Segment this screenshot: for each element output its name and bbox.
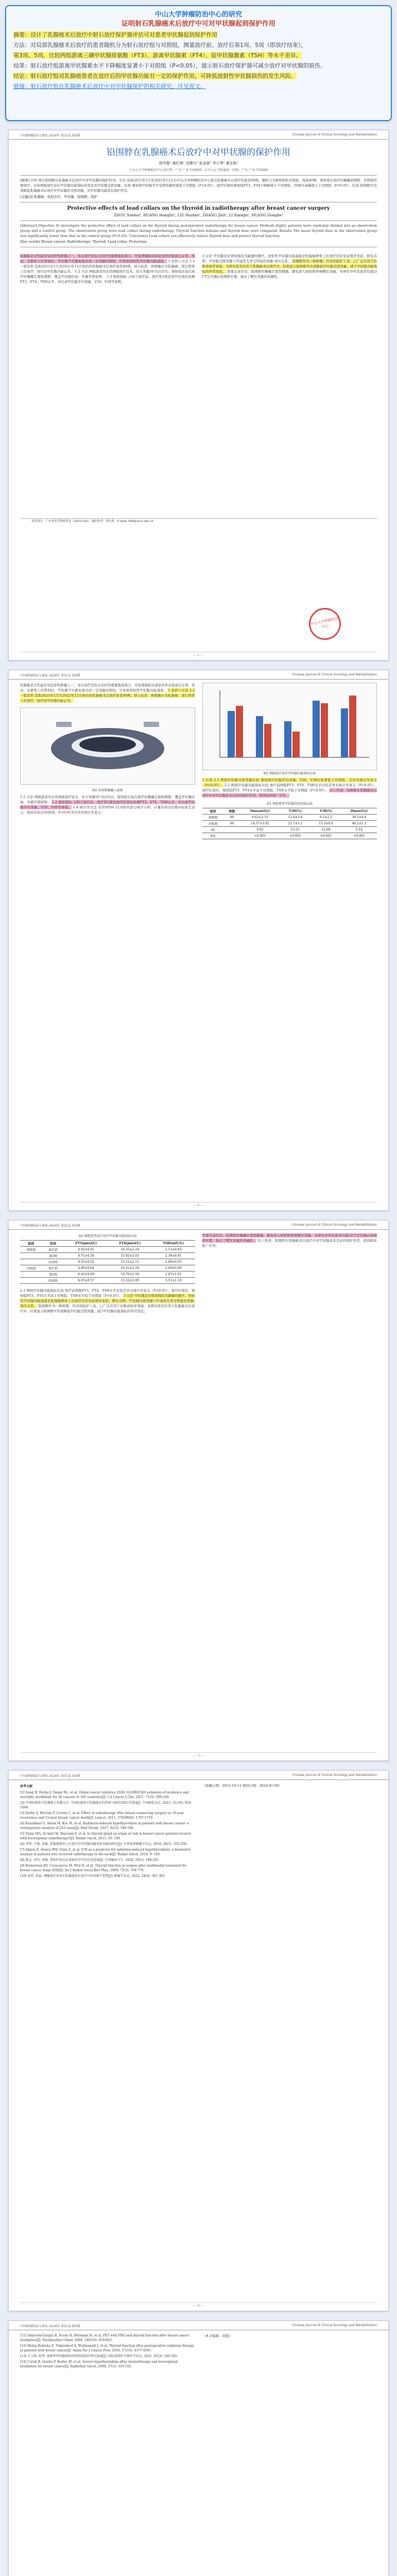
journal-page-1 [8,130,389,660]
card-paragraph: 结论：射石放疗组对乳腺癌患者在放疗后的甲状腺功能有一定的保护作用，可降低放射性甲状腺损伤的发生风险。 [13,73,297,79]
card-paragraph: 方法：对局部乳腺癌术后放疗的患者随机分为射石放疗组与对照组，测量放疗前、放疗后第1周、5周（即放疗结束）， [13,42,307,48]
table-2-cell: 2.09±0.80 [152,1265,195,1272]
table-2-cell: 第3周 [42,1272,64,1278]
table-2-cell: 放疗前 [42,1265,64,1272]
table-2-cell: 4.71±0.58 [64,1253,108,1259]
table-2-row [20,1253,195,1259]
page-number: — 4 — [20,2302,377,2308]
references-list [20,1783,195,1879]
footnote: 基金项目：广东省医学科研基金（A2021xxx） 通信作者：黄东和，E-mail: hdh@sysu.edu.cn [20,518,377,524]
table-2-row [20,1265,195,1272]
figure-1 [20,707,195,785]
table-1 [202,808,377,839]
reference-item: [5] Tunio MA, Al Asiri M, Bayoumi Y, et al. Is thyroid gland an organ at risk in breast cancer patients treated with locoregional radiotherapy?[J]. Radiat Oncol, 2015, 10: 100. [20,1832,191,1840]
body-columns [9,250,388,518]
editor-note: （本文编辑：刘艳） [202,2334,232,2338]
table-2-cell: 4.89±0.64 [64,1265,108,1272]
table-2-cell: 结束时 [42,1278,64,1284]
journal-page-2 [8,670,389,1211]
reference-item: [10] 黄伟, 孙磊. 调强放疗技术在乳腺癌术后放疗中的剂量学优势[J]. 肿瘤学杂志, 2022, 28(4): 301-305. [20,1874,166,1878]
card-paragraph: 第3周、5周、比较两组游离三碘甲状腺原氨酸（FT3）、游离甲状腺素（FT4）、促甲状腺激素（TSH）等水平差异。 [13,52,302,59]
keywords-en: [Key words] Breast cancer; Radiotherapy; Thyroid; Lead collar; Protection [20,240,147,244]
table-1-cell: 40 [224,815,240,821]
table-1-cell: P值 [202,833,224,839]
table-2-title: 表2 两组患者放疗前后甲状腺功能指标比较 [78,1234,137,1238]
table-1-cell: 40 [224,821,240,827]
table-2-row [20,1259,195,1265]
abstract-cn: [摘要] 目的 探讨铅围脖在乳腺癌术后放疗中对甲状腺的保护作用。方法 选取2021年1月至2022年12月在中山大学肿瘤防治中心接受乳腺癌术后放疗的患者80例，随机分为观察组和对照组，每组40例。观察组在放疗时佩戴铅围脖，对照组常规放疗。比较两组放疗前后甲状腺功能指标的变化及甲状腺受照剂量。结果 观察组甲状腺平均受照剂量明显低于对照组（P<0.05）；放疗结束时观察组FT3、FT4下降幅度小于对照组，TSH升高幅度小于对照组（P<0.05）。结论 铅围脖可有效降低乳腺癌术后放疗中甲状腺的受照剂量，对甲状腺功能具有保护作用。 [20,178,377,193]
reference-item: [13] 王小燕, 赵明. 放射性甲状腺损伤的机制及防护研究进展[J]. 国际放射医学核医学杂志, 2021, 45(3): 180-185. [20,2354,178,2358]
table-1-cell: <0.001 [280,833,311,839]
table-1-cell: 6.1±2.2 [310,815,341,821]
column-right: 3 讨论 甲状腺是对放射线较为敏感的器官，放射性甲状腺功能减退是乳腺癌锁骨上区放疗的常见远期并发症。研究表明，甲状腺受照剂量与甲减发生率呈明显的剂量-效应关系。 铅围脖作为一种简便、经济的防护工具，已广泛应用于诊断放射学领域。本研究将其应用于乳腺癌术后放疗中，结果显示铅围脖可有效降低甲状腺受照剂量，减少甲状腺功能指标的异常变化。 需要注意的是，铅围脖的佩戴位置需精确，避免进入照射野影响靶区剂量。本研究中所有患者均通过CT定位确认铅围脖位置，保证了靶区剂量的准确性。 [202,254,377,279]
table-2 [20,1240,195,1284]
table-2-header-cell: TSH(mIU/L) [152,1241,195,1247]
page-number: — 1 — [20,652,377,657]
table-2-cell: 4.92±0.61 [64,1247,108,1253]
seal-stamp-1: 中山大学肿瘤防治中心 [306,605,344,643]
figure-1-caption: 图1 铅围脖佩戴示意图 [92,789,123,792]
running-header: 中国肿瘤临床与康复 2024年 第31卷 第4期 Chinese Journal of Clinical Oncology and Rehabilitation [9,1221,388,1230]
column-right: 需要注意的是，铅围脖的佩戴位置需精确，避免进入照射野影响靶区剂量。本研究中所有患者均通过CT定位确认铅围脖位置，保证了靶区剂量的准确性。 综上所述，铅围脖在乳腺癌术后放疗中对甲状腺具有良好的保护作用，值得临床推广应用。 [202,1233,377,1248]
table-2-cell [20,1278,42,1284]
abstract-en-box [20,221,377,247]
table-1-row [202,821,377,827]
running-header: 中国肿瘤临床与康复 2024年 第31卷 第4期 Chinese Journal of Clinical Oncology and Rehabilitation [9,130,388,140]
running-header: 中国肿瘤临床与康复 2024年 第31卷 第4期 Chinese Journal of Clinical Oncology and Rehabilitation [9,2321,388,2330]
table-1-cell: 12.4±3.8 [280,815,311,821]
table-2-cell [20,1259,42,1265]
table-2-cell: 2.68±0.95 [152,1259,195,1265]
table-2-cell [20,1272,42,1278]
card-link[interactable]: 链接：射石放疗组在乳腺癌术后放疗中对甲状腺保护的相关研究，详见原文。 [13,83,206,90]
table-2-cell: 2.11±0.83 [152,1247,195,1253]
reference-item: [14] Cutuli B, Quetin P, Rodier JF, et al. Severe hypothyroidism after chemotherapy and locoregional irradiation for breast cancer[J]. Radiother Oncol, 2000, 57(1): 103-105. [20,2360,178,2368]
table-2-cell: 第3周 [42,1253,64,1259]
table-2-cell: 3.51±1.14 [152,1278,195,1284]
table-1-cell: 9.82 [240,827,280,833]
table-2-cell: 14.76±2.18 [108,1272,152,1278]
table-2-row [20,1247,195,1253]
table-2-cell: 对照组 [20,1265,42,1272]
journal-page-4 [8,1770,389,2311]
table-1-cell: 观察组 [202,815,224,821]
table-2-cell [20,1253,42,1259]
keywords-cn: [关键词] 乳腺癌；放射治疗；甲状腺；铅围脖；保护 [20,195,98,199]
reference-item: [3] Darby S, McGale P, Correa C, et al. Effect of radiotherapy after breast-conserving surgery on 10-year recurrence and 15-year breast cancer death[J]. Lancet, 2011, 378(9804): 1707-1716. [20,1811,184,1820]
table-1-cell [224,833,240,839]
table-2-cell: 4.03±0.57 [64,1278,108,1284]
table-1-header-cell: 例数 [224,808,240,815]
reference-item: [12] Wolny-Rokicka E, Tukiendorf A, Wydmanski J, et al. Thyroid function after postoperative radiation therapy in patients with breast cancer[J]. Asian Pac J Cancer Prev, 2016, 17(10): 4577-4581. [20,2344,195,2352]
column-right: 图2 两组放疗前后甲状腺功能指标比较 2 结果 2.1 两组甲状腺受照剂量比较 观察组甲状腺平均剂量、V20、V30均显著低于对照组，差异有统计学意义（P<0.05）。 2.2 两组甲状腺功能指标比较 放疗前两组FT3、FT4、TSH水平比较差异无统计学意义（P>0.05）；放疗结束时，观察组FT3、FT4水平高于对照组，TSH水平低于对照组（P<0.05）。 综上所述，铅围脖在乳腺癌术后放疗中对甲状腺具有良好的保护作用，值得临床推广应用。 表1 两组患者甲状腺受照剂量比较 组别 例数 Dmean(Gy) V20(%) V30(%) Dmax(Gy) 观察组 40 8.62±2.15 12.4±3.8 6.1±2.2 38.5±4.6 对照组 40 14.37±3.02 25.7±5.1 15.3±4.0 44.2±5.3 t值 9.82 13.21 12.68 5.14 P值 <0.001 <0.001 <0.001 <0.001 [202,683,377,839]
table-2-cell: 4.55±0.62 [64,1259,108,1265]
card-title: 中山大学肿瘤防治中心的研究 [154,11,242,19]
reference-item: [1] Sung H, Ferlay J, Siegel RL, et al. Global cancer statistics 2020: GLOBOCAN estimates of incidence and mortality worldwide for 36 cancers in 185 countries[J]. CA Cancer J Clin, 2021, 71(3): 209-249. [20,1791,189,1799]
table-1-cell: 13.21 [280,827,311,833]
table-1-row [202,833,377,839]
table-1-row [202,827,377,833]
article-title-en: Protective effects of lead collars on the thyroid in radiotherapy after breast cancer surgery [67,206,330,211]
table-1-cell: <0.001 [240,833,280,839]
references-list [20,2333,195,2370]
table-1-cell: 15.3±4.0 [310,821,341,827]
table-1-cell: <0.001 [341,833,377,839]
table-2-row [20,1272,195,1278]
abstract-en: [Abstract] Objective To investigate the protective effect of lead collars on the thyroid during postoperative radiotherapy for breast cancer. Methods Eighty patients were randomly divided into an observation group and a control group. The observation group wore lead collars during radiotherapy. Thyroid function indexes and thyroid dose were compared. Results The mean thyroid dose in the observation group was significantly lower than that in the control group (P<0.05). Conclusion Lead collars can effectively reduce thyroid dose and protect thyroid function. [20,224,377,238]
table-1-cell: 44.2±5.3 [341,821,377,827]
reference-item: [4] Kanyilmaz G, Aktan M, Koc M, et al. Radiation-induced hypothyroidism in patients with breast cancer: a retrospective analysis of 243 cases[J]. Med Dosim, 2017, 42(3): 190-196. [20,1822,189,1830]
figure-2-caption: 图2 两组放疗前后甲状腺功能指标比较 [263,772,316,775]
table-1-header-cell: Dmean(Gy) [240,808,280,815]
table-1-title: 表1 两组患者甲状腺受照剂量比较 [266,802,313,806]
table-1-header-cell: 组别 [202,808,224,815]
table-2-cell: 16.35±2.14 [108,1247,152,1253]
reference-item: [7] Akgun Z, Atasoy BM, Ozen Z, et al. V30 as a predictor for radiation-induced hypothyroidism: a dosimetric analysis in patients who received radiotherapy to the neck[J]. Radiat Oncol, 2014, 9: 104. [20,1848,192,1856]
table-2-cell: 放疗前 [42,1247,64,1253]
affiliation-cn: 1.中山大学肿瘤防治中心放疗科，广东 广州 510060；2.中山大学附属第一医院，广东 广州 510080 [129,168,268,172]
received-date: （收稿日期：2023-10-12 修回日期：2024-01-08） [202,1784,282,1788]
card-paragraph: 摘要：设计了乳腺癌术后放疗中射石放疗保护器评估可对患者甲状腺起到保护作用 [13,31,217,38]
page-number: — 3 — [20,1752,377,1757]
page-number: — 2 — [20,1202,377,1207]
chart-bars [228,696,356,757]
thyroid-bar-chart [204,685,374,768]
table-1-cell: 25.7±5.1 [280,821,311,827]
table-2-cell: 16.41±2.20 [108,1265,152,1272]
card-subtitle: 证明射石乳腺癌术后放疗中可对甲状腺起到保护作用 [121,20,275,28]
running-header: 中国肿瘤临床与康复 2024年 第31卷 第4期 Chinese Journal of Clinical Oncology and Rehabilitation [9,670,388,680]
reference-item: [11] Smyczek-Gargya B, Fersis N, Dittmann H, et al. PET with FDG and thyroid function after breast cancer irradiation[J]. Strahlenther Onkol, 2004, 180(10): 659-663. [20,2334,189,2342]
figure-2-chart [202,683,377,770]
table-2-cell: 2.36±0.91 [152,1253,195,1259]
table-2-header-cell: FT3(pmol/L) [64,1241,108,1247]
table-2-cell: 结束时 [42,1259,64,1265]
table-1-cell: 对照组 [202,821,224,827]
card-paragraph: 结果：射石放疗组游离甲状腺素水平下降幅度显著小于对照组（P<0.05），提示射石放疗保护器可减少放疗对甲状腺的损伤。 [13,62,326,69]
running-header: 中国肿瘤临床与康复 2024年 第31卷 第4期 Chinese Journal of Clinical Oncology and Rehabilitation [9,1771,388,1780]
column-left: 乳腺癌是女性最常见的恶性肿瘤之一，术后放疗是综合治疗的重要组成部分，可显著降低局部复发率并提高生存率。然而，在锁骨上区照射时，甲状腺不可避免地受到一定剂量的照射，可导致放射性甲状腺功能减退。 1 资料与方法 1.1 一般资料 选取2021年1月至2022年12月收治的乳腺癌术后放疗患者80例。纳入标准：病理确诊为乳腺癌；需行锁骨上区放疗；放疗前甲状腺功能正常。 图1 铅围脖佩戴示意图 1.2 方法 两组患者均采用调强放疗技术，处方剂量50 Gy/25次。观察组在每次放疗时佩戴定制铅围脖，覆盖甲状腺区域，并避开照射野。 1.3 观察指标 分别于放疗前、放疗第3周及放疗结束时检测FT3、FT4、TSH水平，并记录甲状腺平均剂量、V20、V30等参数。 1.4 统计学方法 采用SPSS 22.0软件进行统计分析，计量资料以均数±标准差表示，组间比较采用t检验，P<0.05为差异有统计学意义。 [20,683,195,815]
table-2-header-cell: 组别 [20,1241,42,1247]
reference-item: [8] 陈志, 刘洋, 周强. 铅防护用品在放射诊疗中的应用进展[J]. 中国辐射卫生, 2020, 29(2): 198-201. [20,1858,160,1862]
reference-item: [9] Reinertsen KV, Cvancarova M, Wist E, et al. Thyroid function in women after multimodal treatment for breast cancer stage II/III[J]. Int J Radiat Oncol Biol Phys, 2009, 75(3): 764-770. [20,1864,187,1872]
table-1-cell: 14.37±3.02 [240,821,280,827]
table-1-header-cell: V20(%) [280,808,311,815]
table-2-cell: 13.52±2.09 [108,1278,152,1284]
table-1-cell: <0.001 [310,833,341,839]
table-1-cell: 38.5±4.6 [341,815,377,821]
table-1-header-cell: V30(%) [310,808,341,815]
table-1-row [202,815,377,821]
table-2-header-cell: FT4(pmol/L) [108,1241,152,1247]
column-left: 乳腺癌是女性最常见的恶性肿瘤之一，术后放疗是综合治疗的重要组成部分，可显著降低局部复发率并提高生存率。然而，在锁骨上区照射时，甲状腺不可避免地受到一定剂量的照射，可导致放射性甲状腺功能减退。 1 资料与方法 1.1 一般资料 选取2021年1月至2022年12月收治的乳腺癌术后放疗患者80例。纳入标准：病理确诊为乳腺癌；需行锁骨上区放疗；放疗前甲状腺功能正常。 1.2 方法 两组患者均采用调强放疗技术，处方剂量50 Gy/25次。观察组在每次放疗时佩戴定制铅围脖，覆盖甲状腺区域，并避开照射野。 1.3 观察指标 分别于放疗前、放疗第3周及放疗结束时检测FT3、FT4、TSH水平，并记录甲状腺平均剂量、V20、V30等参数。 [20,254,195,284]
table-1-cell [224,827,240,833]
references-title: 参考文献 [20,1785,33,1788]
table-1-cell: t值 [202,827,224,833]
authors-en: ZHOU Xuehui¹, HUANG Honglin¹, LIU Huidan¹, ZHANG Jinli¹, LI Xiaoqin¹, HUANG Donghe² [114,213,283,217]
table-2-row [20,1278,195,1284]
table-1-header-cell: Dmax(Gy) [341,808,377,815]
table-1-cell: 12.68 [310,827,341,833]
article-title-cn: 铅围脖在乳腺癌术后放疗中对甲状腺的保护作用 [107,147,290,158]
lead-collar-illustration [41,713,175,779]
table-2-cell: 15.21±2.11 [108,1259,152,1265]
journal-page-3 [8,1220,389,1761]
table-2-header-cell: 时间 [42,1241,64,1247]
table-2-cell: 15.82±2.05 [108,1253,152,1259]
summary-card-top [5,5,392,121]
authors-cn: 周学惠¹ 黄红林¹ 刘慧丹¹ 张金丽¹ 李小琴¹ 黄东和² [159,161,238,165]
table-2-cell: 2.87±1.02 [152,1272,195,1278]
table-1-cell: 8.62±2.15 [240,815,280,821]
column-left: 表2 两组患者放疗前后甲状腺功能指标比较 组别 时间 FT3(pmol/L) FT4(pmol/L) TSH(mIU/L) 观察组 放疗前 4.92±0.61 16.35±2.14 2.11±0.83 第3周 4.71±0.58 15.82±2.05 2.36±0.91 结束时 4.55±0.62 15.21±2.11 2.68±0.95 对照组 放疗前 4.89±0.64 16.41±2.20 2.09±0.80 第3周 4.42±0.60 14.76±2.18 2.87±1.02 结束时 4.03±0.57 13.52±2.09 3.51±1.14 2.2 两组甲状腺功能指标比较 放疗前两组FT3、FT4、TSH水平比较差异无统计学意义（P>0.05）；放疗结束时，观察组FT3、FT4水平高于对照组，TSH水平低于对照组（P<0.05）。 3 讨论 甲状腺是对放射线较为敏感的器官，放射性甲状腺功能减退是乳腺癌锁骨上区放疗的常见远期并发症。研究表明，甲状腺受照剂量与甲减发生率呈明显的剂量-效应关系。 铅围脖作为一种简便、经济的防护工具，已广泛应用于诊断放射学领域。本研究将其应用于乳腺癌术后放疗中，结果显示铅围脖可有效降低甲状腺受照剂量，减少甲状腺功能指标的异常变化。 [20,1234,195,1313]
journal-page-5 [8,2320,389,2576]
reference-item: [2] 中国抗癌协会乳腺癌专业委员会. 中国抗癌协会乳腺癌诊治指南与规范(2021年版)[J]. 中国癌症杂志, 2021, 31(10): 954-1040. [20,1801,192,1809]
reference-item: [6] 李华, 王静, 张敏. 乳腺癌锁骨上区放疗后甲状腺功能变化的临床研究[J]. 中华放射肿瘤学杂志, 2019, 28(5): 355-358. [20,1842,187,1846]
table-2-cell: 观察组 [20,1247,42,1253]
table-1-cell: 5.14 [341,827,377,833]
table-2-cell: 4.42±0.60 [64,1272,108,1278]
abstract-cn-box [20,175,377,202]
